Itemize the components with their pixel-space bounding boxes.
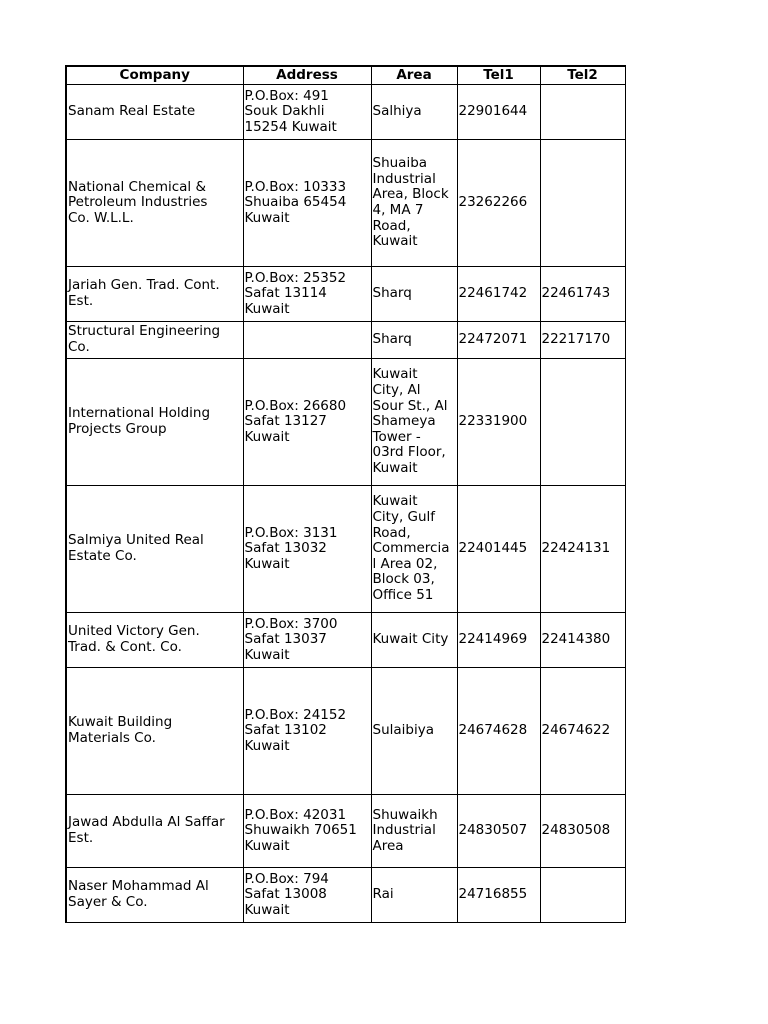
table-row — [66, 613, 625, 668]
area-cell: Sharq — [371, 322, 457, 359]
area-cell: Kuwait City, Al Sour St., Al Shameya Tower - 03rd Floor, Kuwait — [371, 359, 457, 486]
tel2-cell: 22217170 — [540, 322, 625, 359]
address-cell: P.O.Box: 3700 Safat 13037 Kuwait — [243, 613, 371, 668]
company-cell: National Chemical & Petroleum Industries Co. W.L.L. — [66, 140, 243, 267]
table-row — [66, 668, 625, 795]
company-cell: International Holding Projects Group — [66, 359, 243, 486]
address-cell: P.O.Box: 10333 Shuaiba 65454 Kuwait — [243, 140, 371, 267]
address-cell: P.O.Box: 42031 Shuwaikh 70651 Kuwait — [243, 795, 371, 868]
tel2-cell — [540, 85, 625, 140]
tel1-cell: 24674628 — [457, 668, 540, 795]
address-cell: P.O.Box: 794 Safat 13008 Kuwait — [243, 868, 371, 923]
area-cell: Rai — [371, 868, 457, 923]
header-company: Company — [66, 66, 243, 85]
address-cell — [243, 322, 371, 359]
company-cell: Kuwait Building Materials Co. — [66, 668, 243, 795]
area-cell: Salhiya — [371, 85, 457, 140]
header-tel2: Tel2 — [540, 66, 625, 85]
tel2-cell: 22414380 — [540, 613, 625, 668]
address-cell: P.O.Box: 25352 Safat 13114 Kuwait — [243, 267, 371, 322]
tel1-cell: 24716855 — [457, 868, 540, 923]
header-address: Address — [243, 66, 371, 85]
area-cell: Shuaiba Industrial Area, Block 4, MA 7 Road, Kuwait — [371, 140, 457, 267]
table-row — [66, 868, 625, 923]
tel2-cell — [540, 868, 625, 923]
address-cell: P.O.Box: 3131 Safat 13032 Kuwait — [243, 486, 371, 613]
company-cell: Jawad Abdulla Al Saffar Est. — [66, 795, 243, 868]
tel2-cell — [540, 359, 625, 486]
address-cell: P.O.Box: 24152 Safat 13102 Kuwait — [243, 668, 371, 795]
tel2-cell: 22424131 — [540, 486, 625, 613]
header-area: Area — [371, 66, 457, 85]
table-row — [66, 359, 625, 486]
company-directory-table — [65, 65, 626, 923]
tel1-cell: 22472071 — [457, 322, 540, 359]
area-cell: Sulaibiya — [371, 668, 457, 795]
address-cell: P.O.Box: 491 Souk Dakhli 15254 Kuwait — [243, 85, 371, 140]
tel2-cell: 24830508 — [540, 795, 625, 868]
address-cell: P.O.Box: 26680 Safat 13127 Kuwait — [243, 359, 371, 486]
company-cell: Salmiya United Real Estate Co. — [66, 486, 243, 613]
tel1-cell: 22331900 — [457, 359, 540, 486]
table-row — [66, 322, 625, 359]
tel1-cell: 22461742 — [457, 267, 540, 322]
company-cell: Naser Mohammad Al Sayer & Co. — [66, 868, 243, 923]
header-row — [66, 66, 625, 85]
tel2-cell: 22461743 — [540, 267, 625, 322]
tel1-cell: 22414969 — [457, 613, 540, 668]
company-cell: United Victory Gen. Trad. & Cont. Co. — [66, 613, 243, 668]
table-row — [66, 267, 625, 322]
company-cell: Jariah Gen. Trad. Cont. Est. — [66, 267, 243, 322]
tel1-cell: 24830507 — [457, 795, 540, 868]
tel2-cell: 24674622 — [540, 668, 625, 795]
area-cell: Kuwait City, Gulf Road, Commercia l Area 02, Block 03, Office 51 — [371, 486, 457, 613]
table-row — [66, 140, 625, 267]
table-row — [66, 85, 625, 140]
area-cell: Sharq — [371, 267, 457, 322]
tel1-cell: 22401445 — [457, 486, 540, 613]
table-row — [66, 486, 625, 613]
tel1-cell: 22901644 — [457, 85, 540, 140]
tel1-cell: 23262266 — [457, 140, 540, 267]
company-cell: Sanam Real Estate — [66, 85, 243, 140]
area-cell: Kuwait City — [371, 613, 457, 668]
header-tel1: Tel1 — [457, 66, 540, 85]
tel2-cell — [540, 140, 625, 267]
area-cell: Shuwaikh Industrial Area — [371, 795, 457, 868]
table-row — [66, 795, 625, 868]
company-cell: Structural Engineering Co. — [66, 322, 243, 359]
